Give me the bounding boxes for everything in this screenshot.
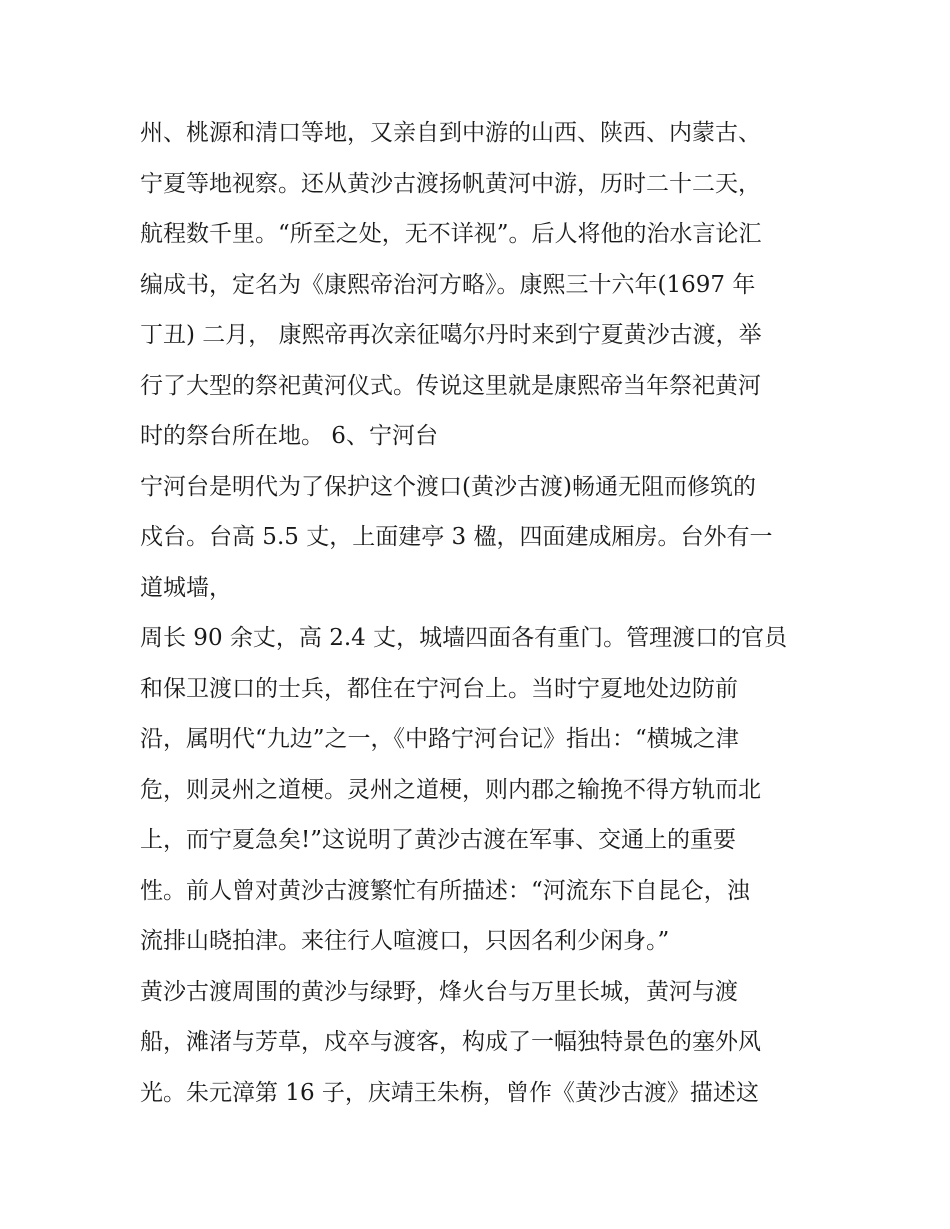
text-line: 上，而宁夏急矣!”这说明了黄沙古渡在军事、交通上的重要 <box>140 827 737 853</box>
text-line: 性。前人曾对黄沙古渡繁忙有所描述：“河流东下自昆仑，浊 <box>140 877 750 904</box>
text-line: 道城墙， <box>140 574 232 601</box>
text-line: 编成书，定名为《康熙帝治河方略》。康熙三十六年(1697 年 <box>140 271 756 298</box>
text-line: 行了大型的祭祀黄河仪式。传说这里就是康熙帝当年祭祀黄河 <box>140 372 761 399</box>
text-line: 宁夏等地视察。还从黄沙古渡扬帆黄河中游，历时二十二天， <box>140 170 761 197</box>
text-line: 州、桃源和清口等地，又亲自到中游的山西、陕西、内蒙古、 <box>140 120 761 146</box>
text-line: 宁河台是明代为了保护这个渡口(黄沙古渡)畅通无阻而修筑的 <box>140 473 756 500</box>
text-line: 时的祭台所在地。 6、宁河台 <box>140 423 438 449</box>
text-line: 戍台。台高 5.5 丈，上面建亭 3 楹，四面建成厢房。台外有一 <box>140 524 773 550</box>
text-line: 航程数千里。“所至之处，无不详视”。后人将他的治水言论汇 <box>140 221 762 247</box>
text-line: 危，则灵州之道梗。灵州之道梗，则内郡之输挽不得方轨而北 <box>140 776 761 803</box>
text-line: 丁丑) 二月， 康熙帝再次亲征噶尔丹时来到宁夏黄沙古渡，举 <box>140 322 762 348</box>
text-line: 和保卫渡口的士兵，都住在宁河台上。当时宁夏地处边防前 <box>140 675 738 702</box>
text-line: 流排山晓拍津。来往行人喧渡口，只因名利少闲身。” <box>140 928 670 954</box>
text-line: 周长 90 余丈，高 2.4 丈，城墙四面各有重门。管理渡口的官员 <box>140 625 788 651</box>
text-line: 船，滩渚与芳草，戍卒与渡客，构成了一幅独特景色的塞外风 <box>140 1029 761 1055</box>
text-line: 黄沙古渡周围的黄沙与绿野，烽火台与万里长城，黄河与渡 <box>140 978 738 1005</box>
text-line: 光。朱元漳第 16 子，庆靖王朱栴，曾作《黄沙古渡》描述这 <box>140 1079 759 1106</box>
body-text <box>140 108 830 1118</box>
text-line: 沿，属明代“九边”之一，《中路宁河台记》指出：“横城之津 <box>140 726 739 752</box>
